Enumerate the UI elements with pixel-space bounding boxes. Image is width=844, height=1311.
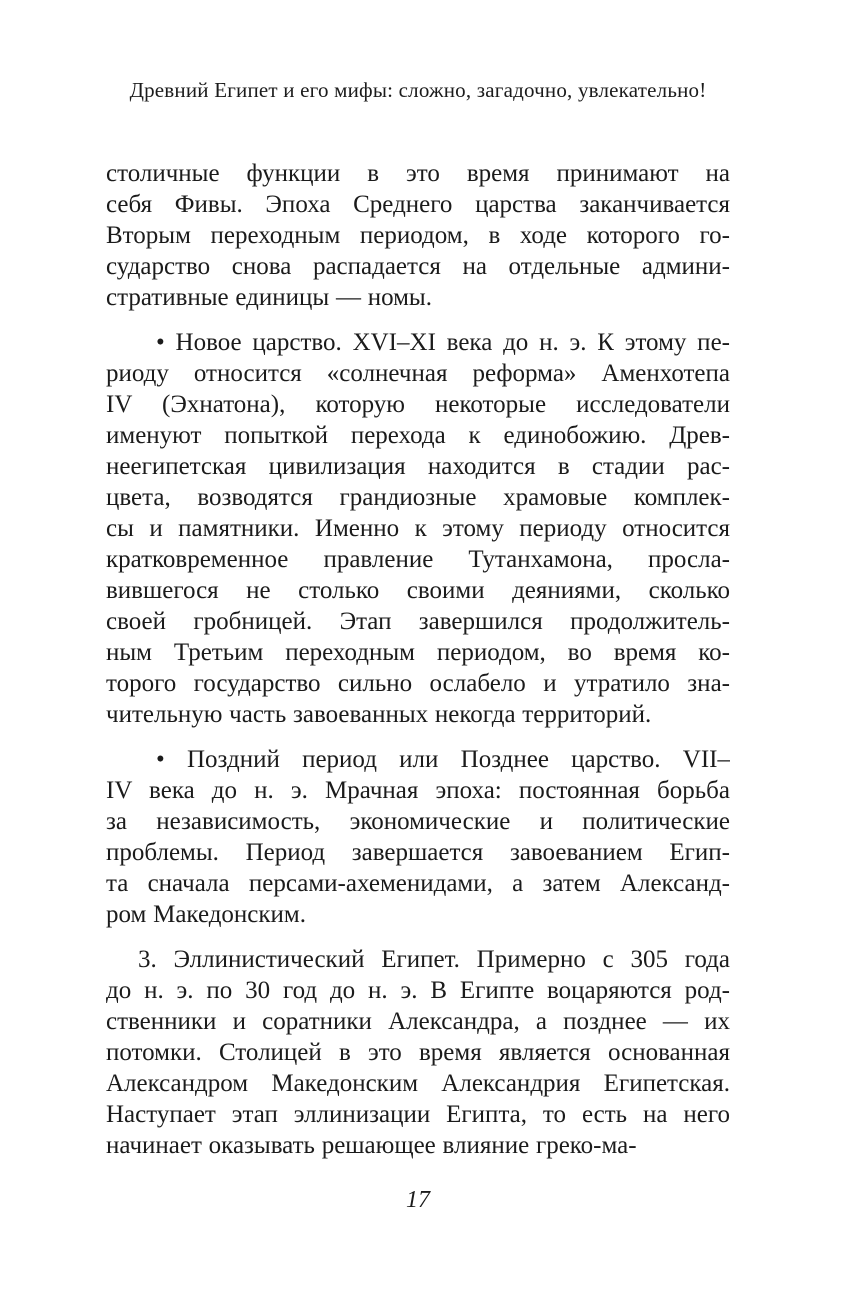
page-number: 17 bbox=[406, 1187, 430, 1213]
text-line: цвета, возводятся грандиозные храмовые комплек- bbox=[106, 484, 730, 511]
text-line: неегипетская цивилизация находится в стадии рас- bbox=[106, 453, 730, 480]
text-line: вившегося не столько своими деяниями, сколько bbox=[106, 577, 730, 604]
text-line: ственники и соратники Александра, а позднее — их bbox=[106, 1008, 730, 1035]
paragraph bbox=[106, 944, 730, 1161]
text-line: стративные единицы — номы. bbox=[106, 284, 432, 311]
paragraph bbox=[106, 744, 730, 930]
text-line: • Новое царство. XVI–XI века до н. э. К этому пе- bbox=[156, 329, 730, 356]
text-line: та сначала персами-ахеменидами, а затем Александ- bbox=[106, 870, 730, 897]
text-line: за независимость, экономические и политические bbox=[106, 808, 730, 835]
text-line: чительную часть завоеванных некогда территорий. bbox=[106, 701, 652, 728]
text-line: проблемы. Период завершается завоеванием Егип- bbox=[106, 839, 730, 866]
text-line: IV века до н. э. Мрачная эпоха: постоянная борьба bbox=[106, 777, 730, 804]
text-line: ром Македонским. bbox=[106, 901, 306, 928]
text-line: до н. э. по 30 год до н. э. В Египте воцаряются род- bbox=[106, 977, 730, 1004]
paragraph bbox=[106, 158, 730, 313]
text-line: риоду относится «солнечная реформа» Аменхотепа bbox=[106, 360, 730, 387]
text-line: себя Фивы. Эпоха Среднего царства заканчивается bbox=[106, 191, 730, 218]
text-line: потомки. Столицей в это время является основанная bbox=[106, 1039, 730, 1066]
running-header: Древний Египет и его мифы: сложно, загадочно, увлекательно! bbox=[129, 78, 707, 102]
text-line: сударство снова распадается на отдельные админи- bbox=[106, 253, 730, 280]
text-line: своей гробницей. Этап завершился продолжитель- bbox=[106, 608, 730, 635]
paragraph bbox=[106, 327, 730, 730]
text-line: сы и памятники. Именно к этому периоду относится bbox=[106, 515, 730, 542]
text-line: именуют попыткой перехода к единобожию. Древ- bbox=[106, 422, 730, 449]
text-line: Наступает этап эллинизации Египта, то есть на него bbox=[106, 1101, 730, 1128]
text-line: торого государство сильно ослабело и утратило зна- bbox=[106, 670, 730, 697]
text-line: начинает оказывать решающее влияние греко-ма- bbox=[106, 1132, 637, 1159]
text-line: Вторым переходным периодом, в ходе которого го- bbox=[106, 222, 730, 249]
text-line: столичные функции в это время принимают на bbox=[106, 160, 730, 187]
text-line: кратковременное правление Тутанхамона, просла- bbox=[106, 546, 730, 573]
text-line: Александром Македонским Александрия Египетская. bbox=[106, 1070, 730, 1097]
text-line: ным Третьим переходным периодом, во время ко- bbox=[106, 639, 730, 666]
text-line: IV (Эхнатона), которую некоторые исследователи bbox=[106, 391, 730, 418]
text-line: 3. Эллинистический Египет. Примерно с 305 года bbox=[138, 946, 730, 973]
text-line: • Поздний период или Позднее царство. VII– bbox=[156, 746, 730, 773]
body-text bbox=[106, 158, 730, 1161]
